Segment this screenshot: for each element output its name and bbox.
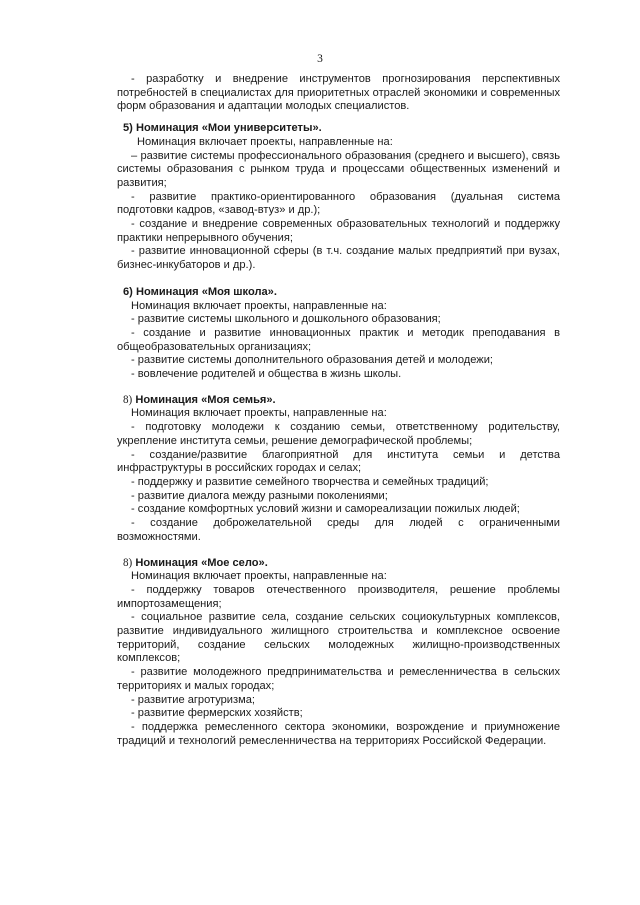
list-item: - социальное развитие села, создание сельских социокультурных комплексов, развитие индивидуального жилищного строительства и комплексное освоение территорий, создание сельских молодежных жилищно-производственных комплексов; [117,611,560,665]
section-title: Номинация «Мое село». [135,556,268,569]
section-my-school [117,286,560,382]
list-item: - поддержку товаров отечественного производителя, решение проблемы импортозамещения; [117,583,560,610]
list-item: - создание/развитие благоприятной для института семьи и детства инфраструктуры в российских городах и селах; [117,448,560,475]
document-body [117,73,560,748]
list-item: - развитие практико-ориентированного образования (дуальная система подготовки кадров, «завод-втуз» и др.); [117,190,560,217]
list-item: - развитие фермерских хозяйств; [131,707,303,720]
section-intro: Номинация включает проекты, направленные на: [131,407,387,420]
section-intro: Номинация включает проекты, направленные на: [137,135,393,148]
section-heading [117,122,560,136]
section-my-village [117,557,560,749]
list-item: - развитие агротуризма; [131,693,255,706]
list-item: - поддержку и развитие семейного творчества и семейных традиций; [131,475,489,488]
section-my-universities [117,122,560,273]
list-item: - развитие системы дополнительного образования детей и молодежи; [131,354,494,367]
list-item: - вовлечение родителей и общества в жизнь школы. [131,368,402,381]
section-number: 6) [123,285,133,298]
list-item: - подготовку молодежи к созданию семьи, ответственному родительству, укрепление института семьи, решение демографической проблемы; [117,421,560,447]
list-item: - создание и внедрение современных образовательных технологий и поддержку практики непрерывного обучения; [117,218,560,244]
section-title: Номинация «Мои университеты». [135,122,322,135]
section-intro: Номинация включает проекты, направленные на: [131,299,387,312]
page-number: 3 [317,53,323,65]
list-item: - развитие диалога между разными поколениями; [131,489,388,502]
top-paragraph: - разработку и внедрение инструментов прогнозирования перспективных потребностей в специалистах для приоритетных отраслей экономики и современных форм образования и адаптации молодых специалистов. [117,73,560,113]
section-heading [117,394,560,408]
list-item: - создание и развитие инновационных практик и методик преподавания в общеобразовательных организациях; [117,326,560,353]
section-heading [117,286,560,300]
section-number: 5) [123,122,133,135]
section-title: Номинация «Моя школа». [135,285,277,298]
section-number: 8) [123,393,133,406]
section-number: 8) [123,556,133,569]
list-item: - развитие системы школьного и дошкольного образования; [131,313,441,326]
section-heading [117,557,560,571]
section-my-family [117,394,560,545]
list-item: - поддержка ремесленного сектора экономики, возрождение и приумножение традиций и технологий ремесленничества на территориях Российской Федерации. [117,720,560,747]
list-item: - развитие молодежного предпринимательства и ремесленничества в сельских территориях и малых городах; [117,666,560,692]
list-item: - развитие инновационной сферы (в т.ч. создание малых предприятий при вузах, бизнес-инкубаторов и др.). [117,245,560,272]
section-intro: Номинация включает проекты, направленные на: [131,570,387,583]
list-item: - создание комфортных условий жизни и самореализации пожилых людей; [131,503,520,516]
list-item: – развитие системы профессионального образования (среднего и высшего), связь системы образования с рынком труда и процессами общественных изменений и развития; [117,149,560,189]
list-item: - создание доброжелательной среды для людей с ограниченными возможностями. [117,517,560,543]
section-title: Номинация «Моя семья». [135,393,276,406]
